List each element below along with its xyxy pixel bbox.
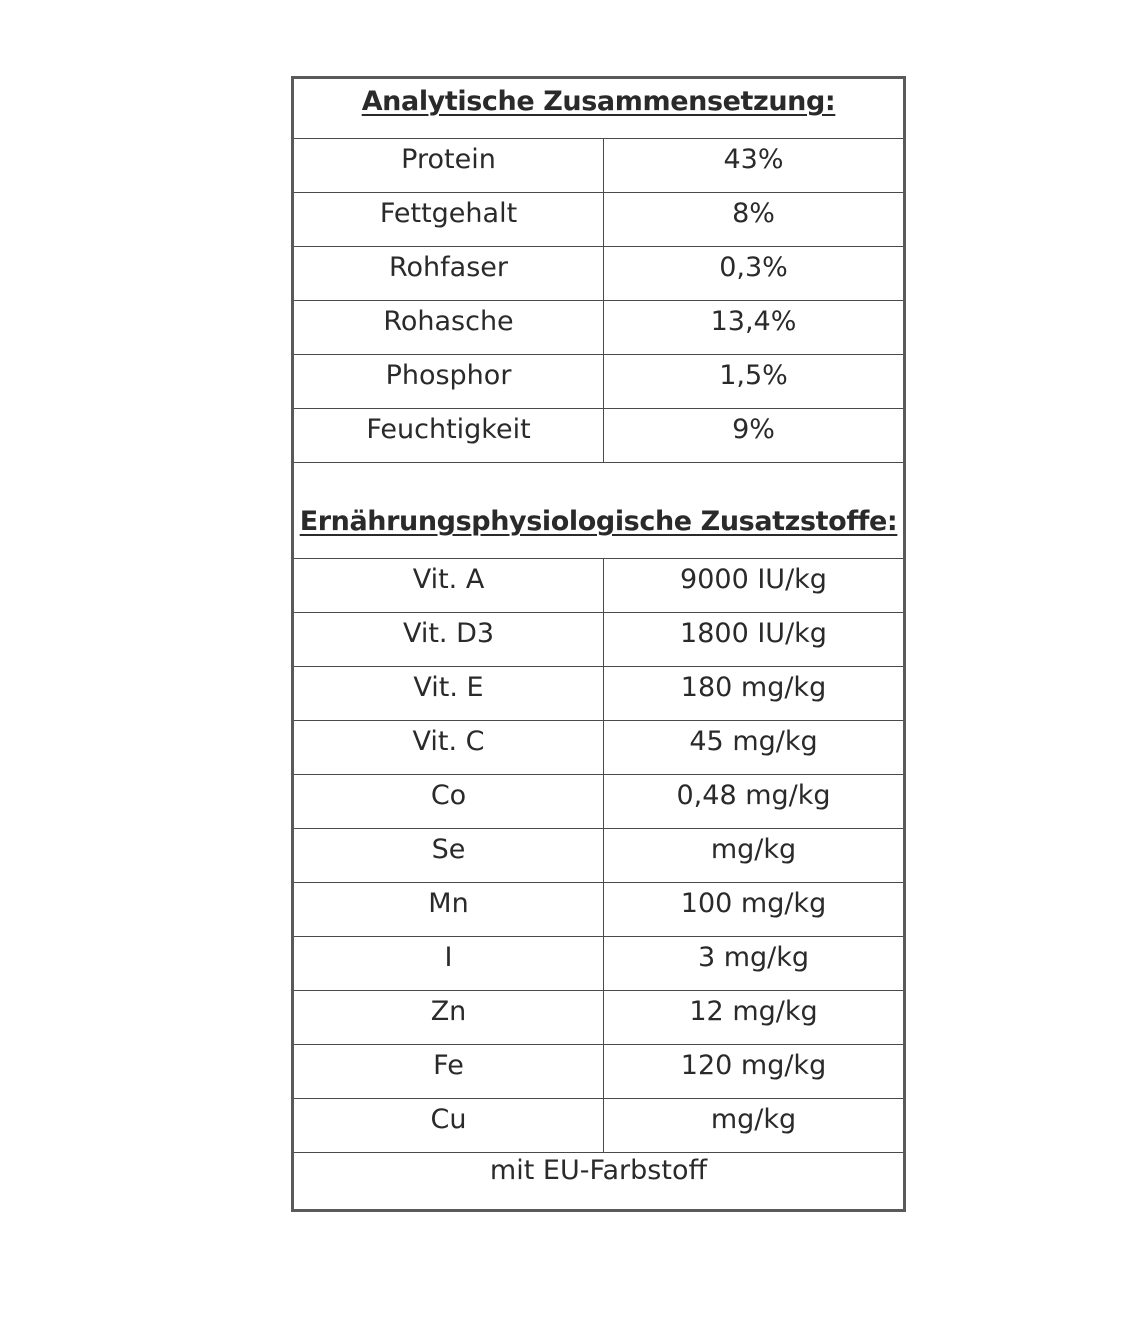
row-value: 0,48 mg/kg [604, 775, 905, 829]
table-row [293, 721, 905, 775]
row-label: Zn [293, 991, 604, 1045]
row-value: 0,3% [604, 247, 905, 301]
row-label: Mn [293, 883, 604, 937]
composition-table-wrapper [291, 76, 903, 1212]
table-row [293, 559, 905, 613]
row-value: mg/kg [604, 829, 905, 883]
table-row [293, 301, 905, 355]
nutritional-additives-heading: Ernährungsphysiologische Zusatzstoffe: [293, 463, 905, 559]
table-row [293, 991, 905, 1045]
row-label: Feuchtigkeit [293, 409, 604, 463]
row-value: 1800 IU/kg [604, 613, 905, 667]
row-value: 8% [604, 193, 905, 247]
table-row [293, 613, 905, 667]
table-row [293, 829, 905, 883]
table-row [293, 1045, 905, 1099]
row-label: Vit. D3 [293, 613, 604, 667]
row-label: Vit. E [293, 667, 604, 721]
row-value: 120 mg/kg [604, 1045, 905, 1099]
table-row [293, 355, 905, 409]
row-label: Se [293, 829, 604, 883]
row-value: 180 mg/kg [604, 667, 905, 721]
table-row [293, 193, 905, 247]
table-row [293, 667, 905, 721]
section-header-row [293, 78, 905, 139]
table-row [293, 1099, 905, 1153]
table-row [293, 937, 905, 991]
table-row [293, 139, 905, 193]
footer-row [293, 1153, 905, 1211]
row-label: Fettgehalt [293, 193, 604, 247]
row-value: 12 mg/kg [604, 991, 905, 1045]
table-row [293, 247, 905, 301]
row-label: Phosphor [293, 355, 604, 409]
row-value: 9000 IU/kg [604, 559, 905, 613]
row-value: mg/kg [604, 1099, 905, 1153]
row-label: Vit. A [293, 559, 604, 613]
row-label: Protein [293, 139, 604, 193]
row-value: 45 mg/kg [604, 721, 905, 775]
table-row [293, 883, 905, 937]
row-value: 13,4% [604, 301, 905, 355]
eu-colorant-note: mit EU-Farbstoff [293, 1153, 905, 1211]
row-value: 43% [604, 139, 905, 193]
row-value: 9% [604, 409, 905, 463]
row-label: I [293, 937, 604, 991]
table-row [293, 775, 905, 829]
composition-table [291, 76, 906, 1212]
analytical-composition-heading: Analytische Zusammensetzung: [293, 78, 905, 139]
row-label: Fe [293, 1045, 604, 1099]
row-value: 3 mg/kg [604, 937, 905, 991]
row-label: Co [293, 775, 604, 829]
row-value: 100 mg/kg [604, 883, 905, 937]
row-label: Vit. C [293, 721, 604, 775]
row-label: Rohfaser [293, 247, 604, 301]
section-header-row [293, 463, 905, 559]
row-label: Cu [293, 1099, 604, 1153]
row-value: 1,5% [604, 355, 905, 409]
table-row [293, 409, 905, 463]
row-label: Rohasche [293, 301, 604, 355]
